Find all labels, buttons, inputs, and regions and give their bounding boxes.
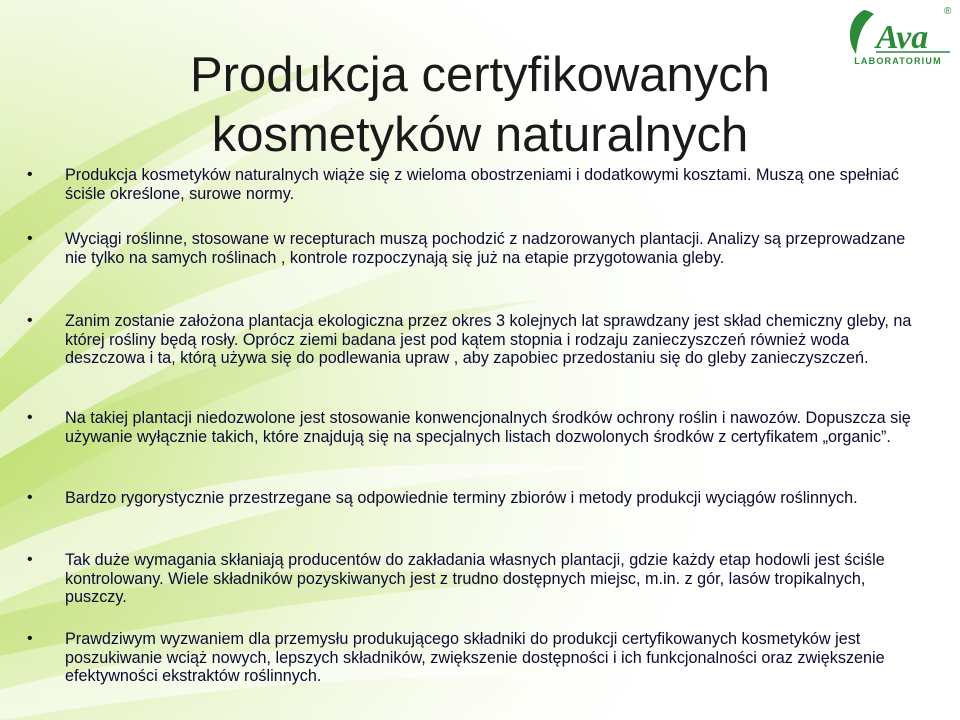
bullet-marker: • [27, 312, 33, 329]
bullet-item [27, 230, 925, 267]
leaf-icon [846, 6, 958, 58]
ava-laboratorium-logo [846, 6, 958, 72]
bullet-text: Prawdziwym wyzwaniem dla przemysłu produkującego składniki do produkcji certyfikowanych kosmetyków jest poszukiwanie wciąż nowych, lepszych składników, zwiększenie dostępności i ich funkcjonalności oraz zwiększenie efektywności ekstraktów roślinnych. [65, 630, 885, 685]
logo-label: LABORATORIUM [854, 56, 942, 66]
bullet-marker: • [27, 166, 33, 183]
bullet-marker: • [27, 630, 33, 647]
bullet-item [27, 409, 925, 446]
bullet-text: Bardzo rygorystycznie przestrzegane są odpowiednie terminy zbiorów i metody produkcji wyciągów roślinnych. [65, 489, 858, 507]
bullet-text: Zanim zostanie założona plantacja ekologiczna przez okres 3 kolejnych lat sprawdzany jest skład chemiczny gleby, na której rośliny będą rosły. Oprócz ziemi badana jest pod kątem stopnia i rodzaju zanieczyszczeń również woda deszczowa i ta, którą używa się do podlewania upraw , aby zapobiec przedostaniu się do gleby zanieczyszczeń. [65, 312, 912, 367]
bullet-item [27, 630, 925, 686]
bullet-marker: • [27, 409, 33, 426]
bullet-item [27, 489, 925, 508]
bullet-marker: • [27, 489, 33, 506]
bullet-text: Wyciągi roślinne, stosowane w recepturach muszą pochodzić z nadzorowanych plantacji. Analizy są przeprowadzane nie tylko na samych roślinach , kontrole rozpoczynają się już na etapie przygotowania gleby. [65, 230, 906, 267]
bullet-marker: • [27, 551, 33, 568]
slide-title [140, 45, 820, 165]
bullet-text: Na takiej plantacji niedozwolone jest stosowanie konwencjonalnych środków ochrony roślin i nawozów. Dopuszcza się używanie wyłącznie takich, które znajdują się na specjalnych listach dozwolonych środków z certyfikatem „organic”. [65, 409, 911, 446]
bullet-item [27, 551, 925, 607]
bullet-item [27, 312, 925, 368]
bullet-text: Produkcja kosmetyków naturalnych wiąże się z wieloma obostrzeniami i dodatkowymi kosztami. Muszą one spełniać ściśle określone, surowe normy. [65, 166, 900, 203]
logo-wordmark: Ava [876, 19, 929, 56]
bullet-item [27, 166, 925, 203]
registered-mark: ® [944, 6, 952, 17]
bullet-text: Tak duże wymagania skłaniają producentów do zakładania własnych plantacji, gdzie każdy etap hodowli jest ściśle kontrolowany. Wiele składników pozyskiwanych jest z trudno dostępnych miejsc, m.in. z gór, lasów tropikalnych, puszczy. [65, 551, 885, 606]
bullet-marker: • [27, 230, 33, 247]
title-line-1: Produkcja certyfikowanych [189, 47, 771, 102]
title-line-2: kosmetyków naturalnych [211, 107, 749, 162]
